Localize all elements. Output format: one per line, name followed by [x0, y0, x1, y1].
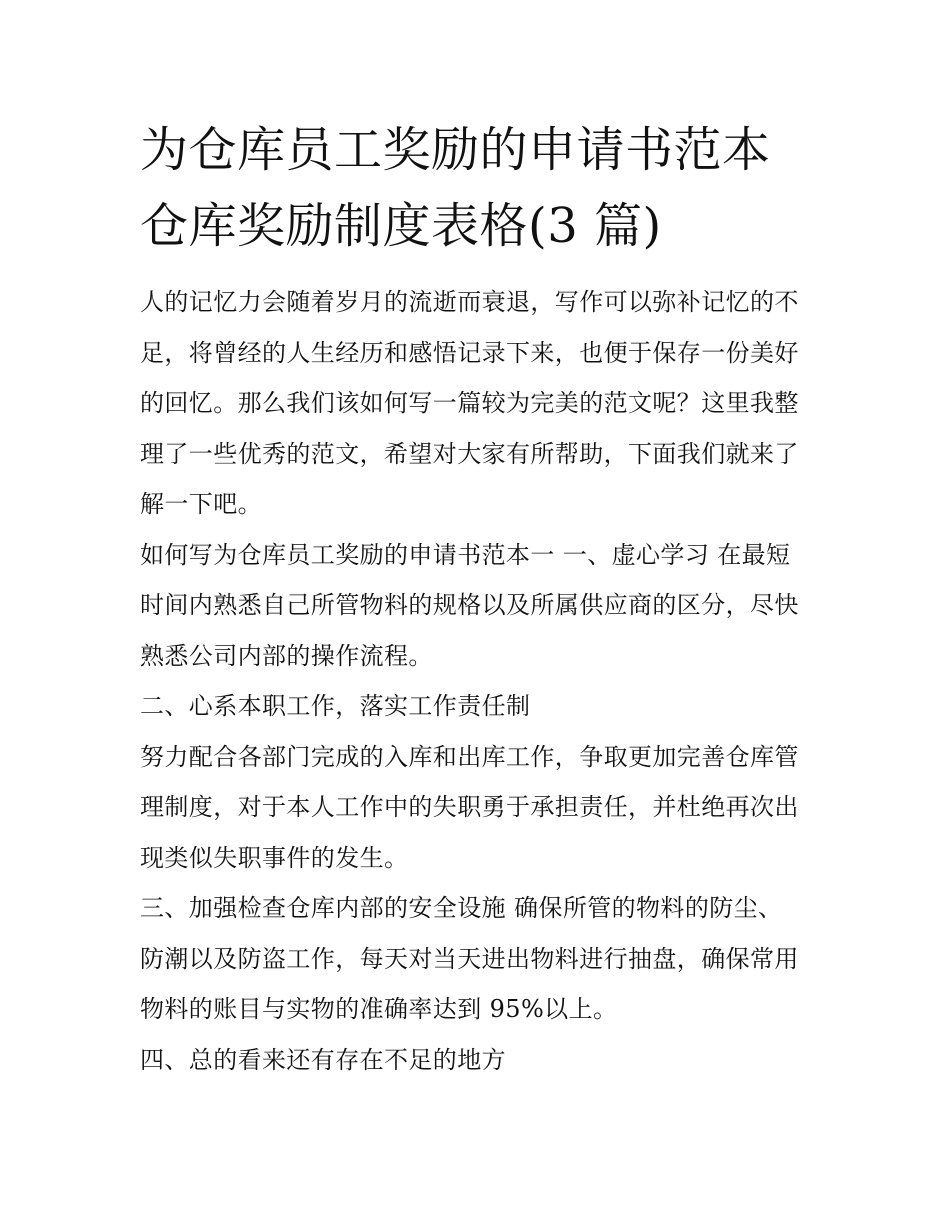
text-line: 如何写为仓库员工奖励的申请书范本一 一、虚心学习 在最短 — [140, 540, 791, 569]
text-line: 二、心系本职工作，落实工作责任制 — [140, 692, 531, 720]
paragraph-section-3 — [140, 883, 822, 1035]
text-line: 理制度，对于本人工作中的失职勇于承担责任，并杜绝再次出 — [140, 793, 799, 821]
text-line: 防潮以及防盗工作，每天对当天进出物料进行抽盘，确保常用 — [140, 944, 799, 973]
text-line: 足，将曾经的人生经历和感悟记录下来，也便于保存一份美好 — [140, 338, 799, 367]
document-body — [140, 277, 822, 1085]
text-line: 理了一些优秀的范文，希望对大家有所帮助，下面我们就来了 — [140, 439, 799, 468]
paragraph-section-1 — [140, 530, 822, 682]
text-line: 三、加强检查仓库内部的安全设施 确保所管的物料的防尘、 — [140, 894, 783, 922]
title-line-1: 为仓库员工奖励的申请书范本 — [140, 122, 771, 178]
title-line-2: 仓库奖励制度表格(3 篇) — [140, 198, 662, 254]
text-line: 的回忆。那么我们该如何写一篇较为完美的范文呢？这里我整 — [140, 389, 799, 417]
paragraph-intro — [140, 277, 822, 530]
text-line: 人的记忆力会随着岁月的流逝而衰退，写作可以弥补记忆的不 — [140, 288, 799, 316]
text-line: 现类似失职事件的发生。 — [140, 843, 409, 872]
document-title — [140, 112, 840, 264]
text-line: 时间内熟悉自己所管物料的规格以及所属供应商的区分，尽快 — [140, 591, 799, 619]
paragraph-section-2 — [140, 732, 822, 884]
text-line: 解一下吧。 — [140, 490, 262, 518]
paragraph-heading-4 — [140, 1035, 822, 1086]
text-line: 四、总的看来还有存在不足的地方 — [140, 1045, 506, 1074]
text-line: 物料的账目与实物的准确率达到 95%以上。 — [140, 995, 618, 1023]
text-line: 努力配合各部门完成的入库和出库工作，争取更加完善仓库管 — [140, 742, 799, 771]
text-line: 熟悉公司内部的操作流程。 — [140, 641, 433, 670]
paragraph-heading-2 — [140, 681, 822, 732]
